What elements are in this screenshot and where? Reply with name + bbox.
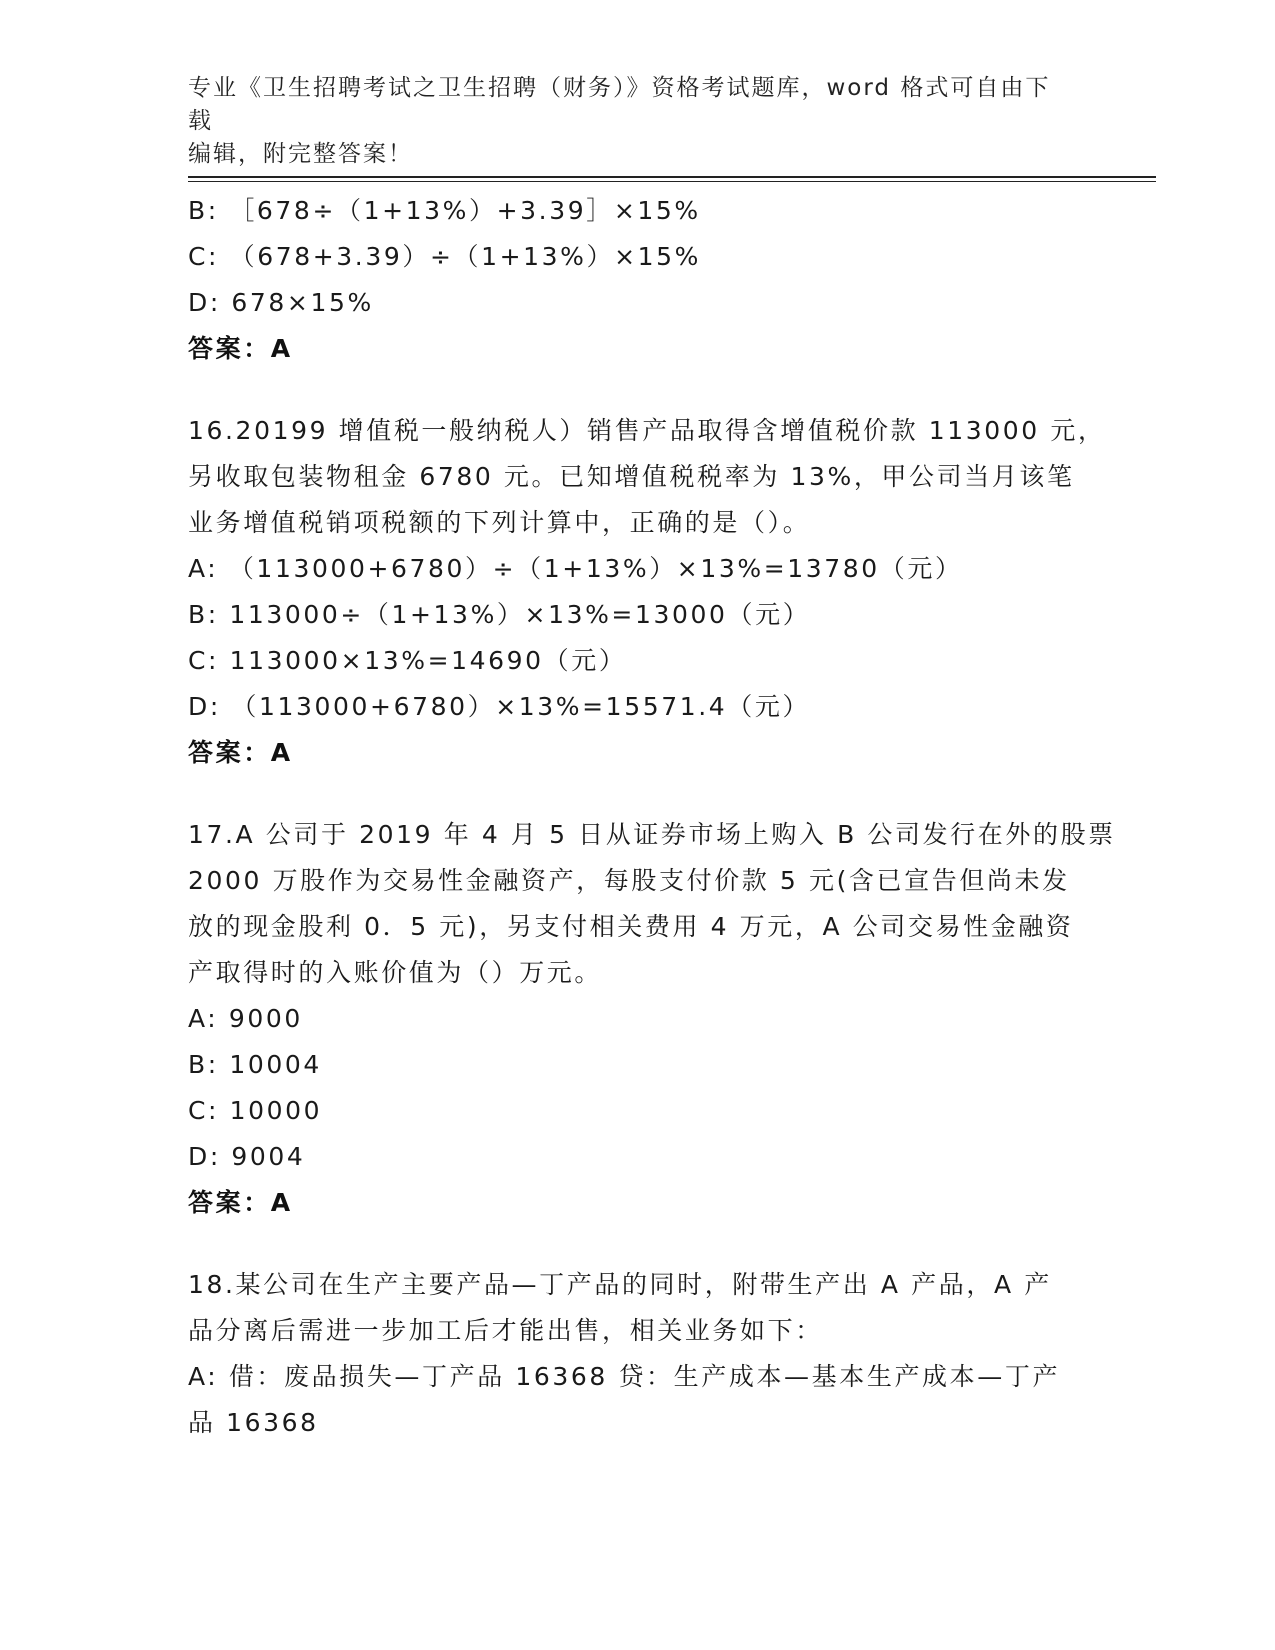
option-b: B: 113000÷（1+13%）×13%=13000（元） [188,600,811,629]
option-c: C: （678+3.39）÷（1+13%）×15% [188,242,702,271]
question-text-line: 产取得时的入账价值为（）万元。 [188,958,603,987]
option-d: D: 678×15% [188,288,374,317]
option-b: B: ［678÷（1+13%）+3.39］×15% [188,196,701,225]
header-line-1: 专业《卫生招聘考试之卫生招聘（财务）》资格考试题库，word 格式可自由下载 [188,75,1051,134]
question-18 [188,1262,1088,1446]
question-text-line: 18.某公司在生产主要产品—丁产品的同时，附带生产出 A 产品，A 产 [188,1270,1052,1299]
option-b: B: 10004 [188,1050,322,1079]
option-d: D: 9004 [188,1142,306,1171]
document-header [188,72,1068,171]
option-a [188,1354,1088,1446]
question-16-text [188,408,1106,546]
option-d: D: （113000+6780）×13%=15571.4（元） [188,692,811,721]
header-divider-thin [188,181,1156,182]
question-15-tail [188,188,1088,372]
question-text-line: 品分离后需进一步加工后才能出售，相关业务如下： [188,1316,823,1345]
option-a: A: 9000 [188,1004,303,1033]
question-text-line: 17.A 公司于 2019 年 4 月 5 日从证券市场上购入 B 公司发行在外的股票 [188,820,1116,849]
option-line: A: 借：废品损失—丁产品 16368 贷：生产成本—基本生产成本—丁产 [188,1362,1061,1391]
question-text-line: 16.20199 增值税一般纳税人）销售产品取得含增值税价款 113000 元， [188,416,1106,445]
question-16 [188,408,1106,776]
header-line-2: 编辑，附完整答案！ [188,141,413,167]
option-a: A: （113000+6780）÷（1+13%）×13%=13780（元） [188,554,963,583]
option-line: 品 16368 [188,1408,319,1437]
option-c: C: 10000 [188,1096,323,1125]
question-text-line: 放的现金股利 0．5 元)，另支付相关费用 4 万元，A 公司交易性金融资 [188,912,1074,941]
question-text-line: 2000 万股作为交易性金融资产，每股支付价款 5 元(含已宣告但尚未发 [188,866,1070,895]
question-18-text [188,1262,1088,1354]
question-text-line: 另收取包装物租金 6780 元。已知增值税税率为 13%，甲公司当月该笔 [188,462,1075,491]
document-body [188,188,1116,1446]
option-c: C: 113000×13%=14690（元） [188,646,627,675]
answer-label: 答案：A [188,1188,293,1217]
question-17-text [188,812,1116,996]
answer-label: 答案：A [188,738,293,767]
question-17 [188,812,1116,1226]
question-text-line: 业务增值税销项税额的下列计算中，正确的是（）。 [188,508,811,537]
answer-label: 答案：A [188,334,293,363]
header-divider-thick [188,176,1156,178]
